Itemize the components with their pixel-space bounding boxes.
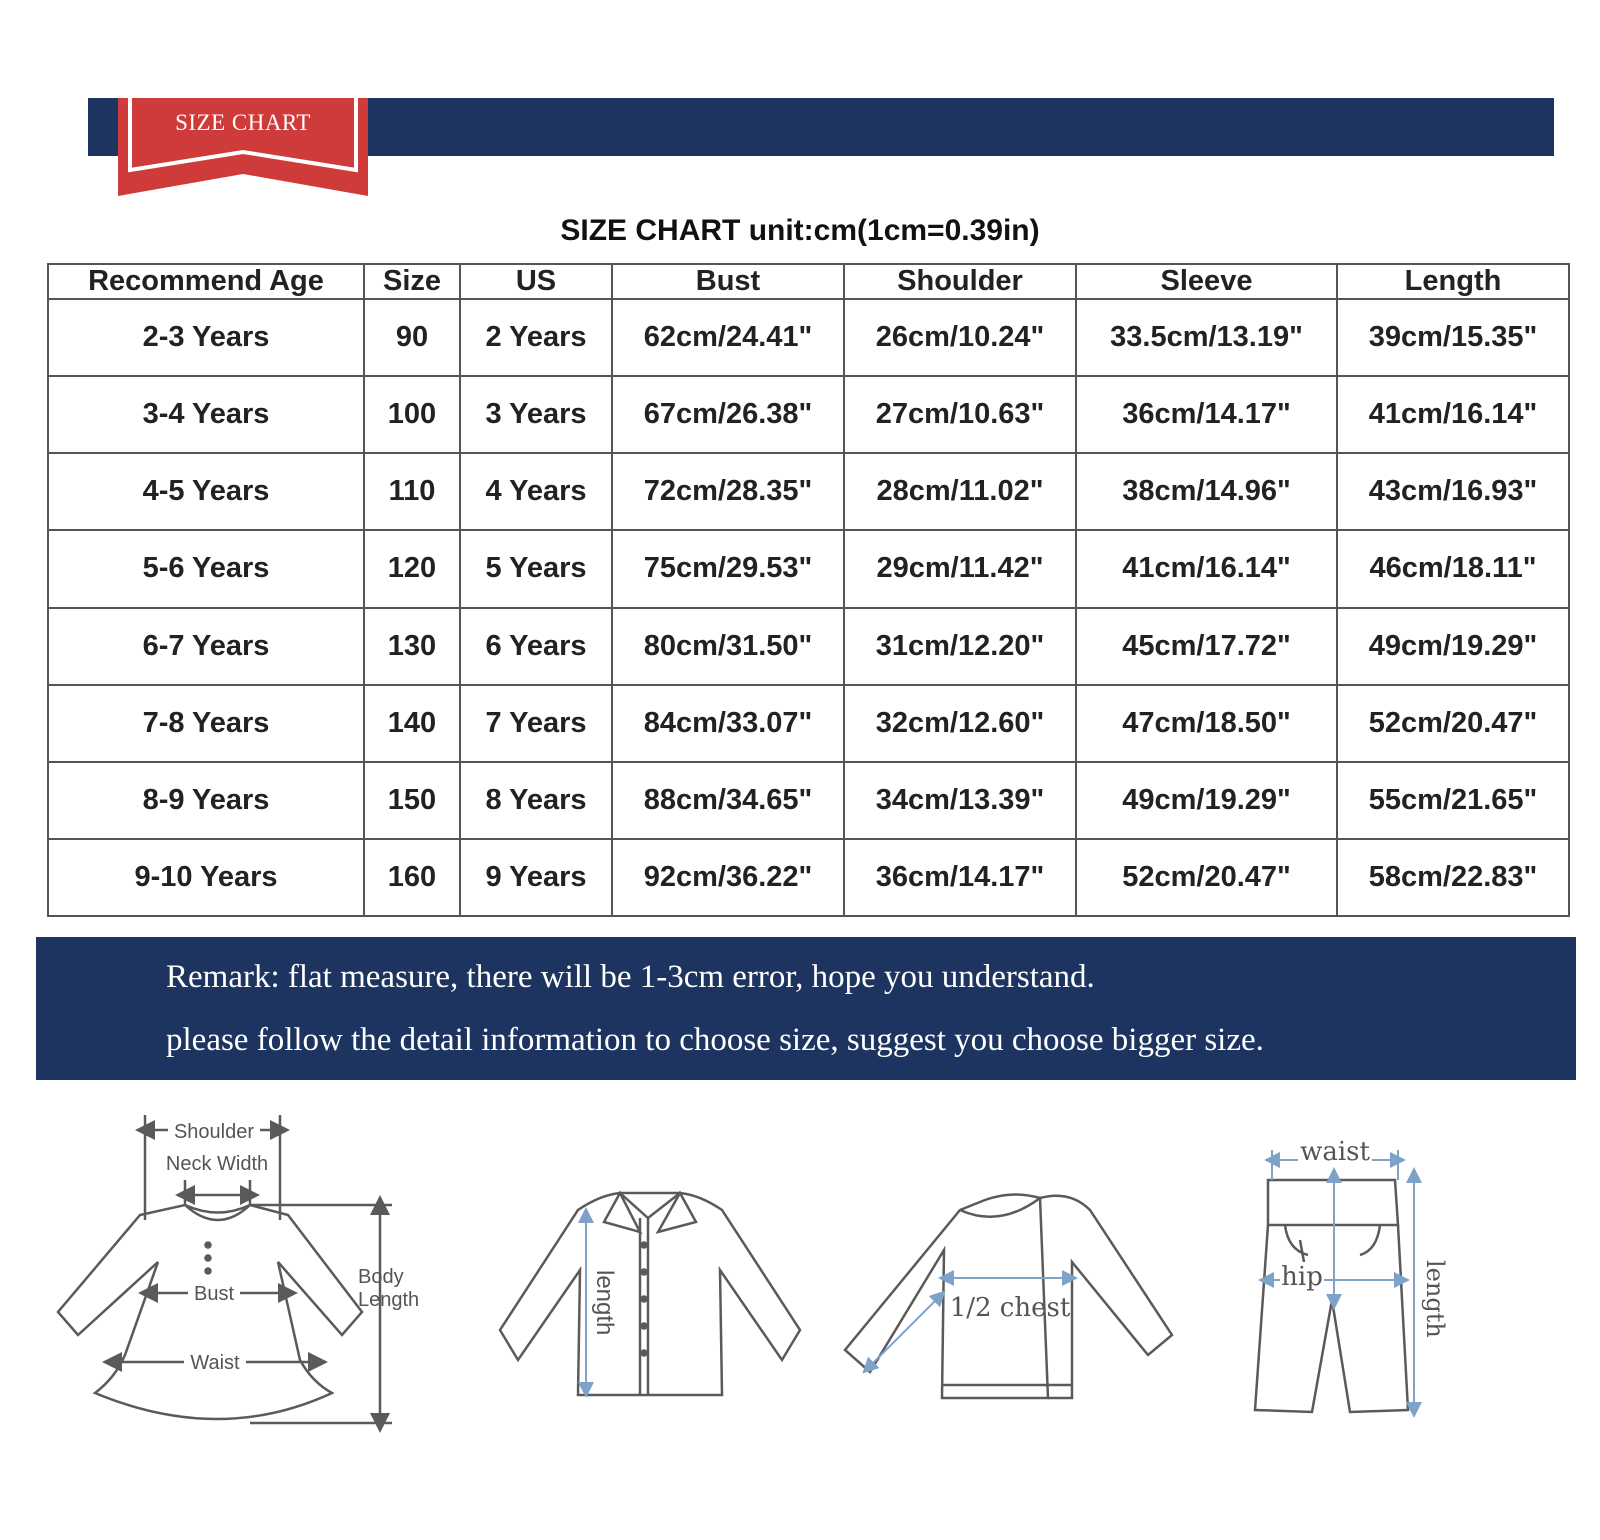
dress-length-label: Length <box>358 1289 420 1311</box>
size-table <box>47 263 1570 917</box>
cell-sleeve: 38cm/14.96" <box>1076 453 1337 530</box>
cell-age: 5-6 Years <box>48 530 364 607</box>
cell-us: 4 Years <box>460 453 612 530</box>
cell-length: 55cm/21.65" <box>1337 762 1569 839</box>
header-bust: Bust <box>612 264 844 299</box>
cell-shoulder: 34cm/13.39" <box>844 762 1076 839</box>
cell-size: 120 <box>364 530 460 607</box>
cell-bust: 84cm/33.07" <box>612 685 844 762</box>
cell-size: 160 <box>364 839 460 916</box>
cell-bust: 62cm/24.41" <box>612 299 844 376</box>
cell-sleeve: 47cm/18.50" <box>1076 685 1337 762</box>
cell-us: 8 Years <box>460 762 612 839</box>
cell-length: 43cm/16.93" <box>1337 453 1569 530</box>
table-row <box>48 530 1569 607</box>
table-row <box>48 299 1569 376</box>
cell-length: 41cm/16.14" <box>1337 376 1569 453</box>
cell-age: 9-10 Years <box>48 839 364 916</box>
pants-hip-label: hip <box>1281 1262 1323 1292</box>
cell-length: 46cm/18.11" <box>1337 530 1569 607</box>
header-length: Length <box>1337 264 1569 299</box>
table-row <box>48 608 1569 685</box>
cell-length: 39cm/15.35" <box>1337 299 1569 376</box>
table-row <box>48 453 1569 530</box>
cell-us: 7 Years <box>460 685 612 762</box>
cell-sleeve: 41cm/16.14" <box>1076 530 1337 607</box>
dress-body-label: Body <box>358 1266 404 1288</box>
cell-age: 4-5 Years <box>48 453 364 530</box>
dress-bust-label: Bust <box>193 1283 235 1305</box>
pants-waist-label: waist <box>1300 1137 1370 1167</box>
pants-diagram <box>1255 1150 1414 1412</box>
dress-waist-label: Waist <box>190 1352 240 1374</box>
table-header-row <box>48 264 1569 299</box>
cell-us: 2 Years <box>460 299 612 376</box>
cell-bust: 72cm/28.35" <box>612 453 844 530</box>
table-row <box>48 839 1569 916</box>
pants-length-label: length <box>1421 1260 1449 1338</box>
cell-us: 5 Years <box>460 530 612 607</box>
chart-title: SIZE CHART unit:cm(1cm=0.39in) <box>560 214 1040 247</box>
cell-sleeve: 36cm/14.17" <box>1076 376 1337 453</box>
cell-size: 90 <box>364 299 460 376</box>
ribbon-label: SIZE CHART <box>175 110 311 135</box>
cell-size: 110 <box>364 453 460 530</box>
header-recommend-age: Recommend Age <box>48 264 364 299</box>
cell-length: 58cm/22.83" <box>1337 839 1569 916</box>
dress-shoulder-label: Shoulder <box>173 1121 255 1143</box>
cell-age: 8-9 Years <box>48 762 364 839</box>
cell-age: 3-4 Years <box>48 376 364 453</box>
remark-banner <box>36 937 1576 1080</box>
cell-us: 9 Years <box>460 839 612 916</box>
header-us: US <box>460 264 612 299</box>
table-row <box>48 376 1569 453</box>
cell-us: 6 Years <box>460 608 612 685</box>
table-row <box>48 762 1569 839</box>
cell-shoulder: 36cm/14.17" <box>844 839 1076 916</box>
cell-age: 6-7 Years <box>48 608 364 685</box>
remark-text-line-2: please follow the detail information to choose size, suggest you choose bigger size. <box>166 1022 1264 1058</box>
cell-shoulder: 27cm/10.63" <box>844 376 1076 453</box>
cell-age: 7-8 Years <box>48 685 364 762</box>
cell-sleeve: 33.5cm/13.19" <box>1076 299 1337 376</box>
cell-age: 2-3 Years <box>48 299 364 376</box>
cell-shoulder: 26cm/10.24" <box>844 299 1076 376</box>
dress-neck-width-label: Neck Width <box>165 1153 269 1175</box>
header-sleeve: Sleeve <box>1076 264 1337 299</box>
cell-shoulder: 28cm/11.02" <box>844 453 1076 530</box>
cell-shoulder: 31cm/12.20" <box>844 608 1076 685</box>
cell-shoulder: 29cm/11.42" <box>844 530 1076 607</box>
cell-size: 130 <box>364 608 460 685</box>
cell-bust: 67cm/26.38" <box>612 376 844 453</box>
cell-sleeve: 49cm/19.29" <box>1076 762 1337 839</box>
cell-bust: 75cm/29.53" <box>612 530 844 607</box>
remark-text-line-1: Remark: flat measure, there will be 1-3cm error, hope you understand. <box>166 959 1095 995</box>
cell-sleeve: 52cm/20.47" <box>1076 839 1337 916</box>
cell-bust: 88cm/34.65" <box>612 762 844 839</box>
cell-us: 3 Years <box>460 376 612 453</box>
sweater-chest-label: 1/2 chest <box>949 1293 1071 1323</box>
cell-shoulder: 32cm/12.60" <box>844 685 1076 762</box>
table-row <box>48 685 1569 762</box>
measurement-diagrams <box>0 1090 1600 1530</box>
shirt-diagram <box>500 1193 800 1395</box>
cell-length: 52cm/20.47" <box>1337 685 1569 762</box>
cell-bust: 80cm/31.50" <box>612 608 844 685</box>
cell-size: 150 <box>364 762 460 839</box>
header-size: Size <box>364 264 460 299</box>
cell-length: 49cm/19.29" <box>1337 608 1569 685</box>
cell-bust: 92cm/36.22" <box>612 839 844 916</box>
header-shoulder: Shoulder <box>844 264 1076 299</box>
cell-sleeve: 45cm/17.72" <box>1076 608 1337 685</box>
cell-size: 140 <box>364 685 460 762</box>
cell-size: 100 <box>364 376 460 453</box>
shirt-length-label: length <box>591 1270 618 1336</box>
